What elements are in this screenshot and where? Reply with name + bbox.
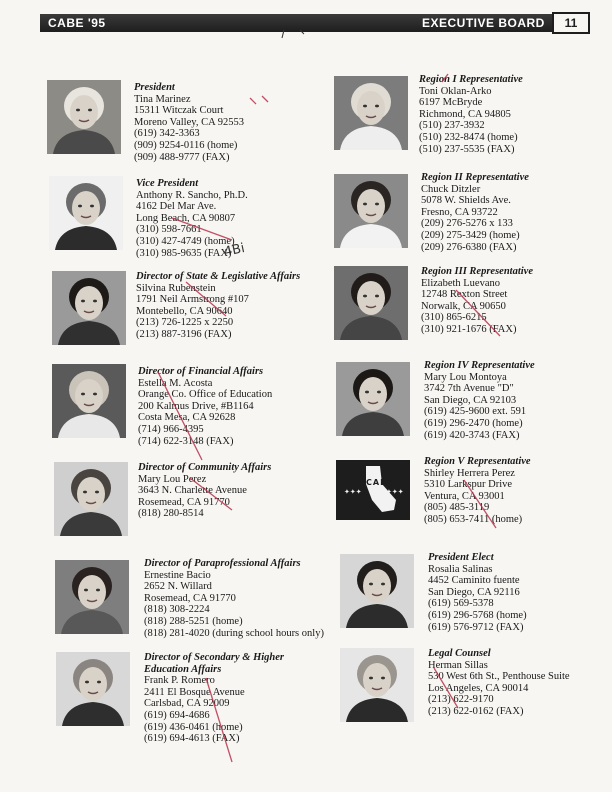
- contact-line: (619) 296-5768 (home): [428, 609, 527, 621]
- contact-line: 5310 Larkspur Drive: [424, 479, 513, 491]
- position-title: Vice President: [136, 178, 199, 189]
- section-title: EXECUTIVE BOARD: [422, 16, 545, 30]
- member-photo: [49, 176, 123, 250]
- position-title: Director of State & Legislative Affairs: [136, 271, 301, 282]
- member-contact-info: [421, 266, 533, 336]
- contact-line: (510) 232-8474 (home): [419, 131, 518, 143]
- cabe-logo-text: CABE: [366, 478, 394, 487]
- member-name: Estella M. Acosta: [138, 377, 213, 389]
- contact-line: (619) 296-2470 (home): [424, 417, 523, 429]
- contact-line: (619) 425-9600 ext. 591: [424, 406, 527, 418]
- contact-line: (805) 653-7411 (home): [424, 513, 523, 525]
- contact-line: (714) 622-3148 (FAX): [138, 435, 234, 447]
- contact-line: 4452 Caminito fuente: [428, 575, 520, 587]
- svg-text:✦✦✦: ✦✦✦: [386, 488, 404, 496]
- handwritten-note: 4Bi: [222, 241, 247, 260]
- member-photo: [340, 648, 414, 722]
- contact-line: (818) 288-5251 (home): [144, 615, 243, 627]
- member-name: Shirley Herrera Perez: [424, 467, 515, 479]
- member-photo: [334, 174, 408, 248]
- contact-line: (209) 276-6380 (FAX): [421, 241, 517, 253]
- member-contact-info: [428, 552, 527, 633]
- contact-line: Rosemead, CA 91770: [138, 496, 230, 508]
- contact-line: (310) 985-9635 (FAX): [136, 247, 232, 259]
- contact-line: 5078 W. Shields Ave.: [421, 195, 511, 207]
- member-photo: [336, 362, 410, 436]
- contact-line: (209) 275-3429 (home): [421, 229, 520, 241]
- member-contact-info: [419, 74, 523, 155]
- member-name: Ernestine Bacio: [144, 569, 211, 581]
- contact-line: (619) 576-9712 (FAX): [428, 621, 524, 633]
- position-title: President: [134, 82, 175, 93]
- contact-line: (213) 622-0162 (FAX): [428, 705, 524, 717]
- contact-line: (805) 485-3119: [424, 502, 490, 514]
- member-photo: [54, 462, 128, 536]
- contact-line: (619) 569-5378: [428, 598, 494, 610]
- position-title: Legal Counsel: [428, 648, 491, 659]
- member-photo: [55, 560, 129, 634]
- contact-line: Richmond, CA 94805: [419, 108, 511, 120]
- member-contact-info: [136, 178, 248, 259]
- contact-line: Norwalk, CA 90650: [421, 300, 506, 312]
- member-photo: [52, 271, 126, 345]
- member-name: Frank P. Romero: [144, 675, 215, 687]
- contact-line: 6197 McBryde: [419, 97, 483, 109]
- contact-line: San Diego, CA 92116: [428, 586, 520, 598]
- member-contact-info: [138, 366, 272, 447]
- contact-line: 530 West 6th St., Penthouse Suite: [428, 671, 570, 683]
- position-title: Director of Secondary & Higher Education Affairs: [144, 652, 284, 675]
- position-title: Region IV Representative: [424, 360, 535, 371]
- member-contact-info: [136, 271, 300, 341]
- member-photo: [334, 76, 408, 150]
- position-title: Region III Representative: [421, 266, 533, 277]
- member-photo: [334, 266, 408, 340]
- contact-line: (818) 308-2224: [144, 604, 210, 616]
- contact-line: 4162 Del Mar Ave.: [136, 201, 217, 213]
- member-name: Mary Lou Perez: [138, 473, 207, 485]
- svg-text:✦✦✦: ✦✦✦: [344, 488, 362, 496]
- contact-line: Carlsbad, CA 92009: [144, 698, 230, 710]
- contact-line: Long Beach, CA 90807: [136, 212, 236, 224]
- position-title: Director of Community Affairs: [138, 462, 272, 473]
- contact-line: (510) 237-5535 (FAX): [419, 143, 515, 155]
- member-name: Elizabeth Luevano: [421, 277, 501, 289]
- contact-line: (209) 276-5276 x 133: [421, 218, 513, 230]
- member-contact-info: [134, 82, 244, 163]
- member-contact-info: [144, 558, 324, 639]
- contact-line: (619) 694-4613 (FAX): [144, 733, 240, 745]
- contact-line: Ventura, CA 93001: [424, 490, 505, 502]
- position-title: Director of Financial Affairs: [138, 366, 264, 377]
- contact-line: 15311 Witczak Court: [134, 105, 224, 117]
- contact-line: (909) 488-9777 (FAX): [134, 151, 230, 163]
- contact-line: Rosemead, CA 91770: [144, 592, 236, 604]
- page-number: 11: [552, 12, 590, 34]
- contact-line: 3742 7th Avenue "D": [424, 383, 514, 395]
- contact-line: (818) 281-4020 (during school hours only): [144, 627, 324, 639]
- cabe-logo: [336, 460, 410, 520]
- contact-line: 200 Kalmus Drive, #B1164: [138, 400, 254, 412]
- publication-title: CABE '95: [48, 16, 106, 30]
- contact-line: 3643 N. Charlette Avenue: [138, 485, 247, 497]
- contact-line: Fresno, CA 93722: [421, 206, 498, 218]
- member-name: Anthony R. Sancho, Ph.D.: [136, 189, 248, 201]
- member-name: Tina Marinez: [134, 93, 191, 105]
- contact-line: (619) 436-0461 (home): [144, 721, 243, 733]
- member-photo: [47, 80, 121, 154]
- contact-line: (619) 342-3363: [134, 128, 200, 140]
- position-title: Director of Paraprofessional Affairs: [144, 558, 301, 569]
- position-title: Region V Representative: [424, 456, 531, 467]
- contact-line: San Diego, CA 92103: [424, 394, 517, 406]
- member-name: Herman Sillas: [428, 659, 488, 671]
- page-header: [40, 14, 590, 32]
- position-title: Region II Representative: [421, 172, 529, 183]
- contact-line: (714) 966-4395: [138, 423, 204, 435]
- contact-line: (310) 865-6215: [421, 312, 487, 324]
- contact-line: Orange Co. Office of Education: [138, 389, 273, 401]
- contact-line: 2652 N. Willard: [144, 581, 212, 593]
- contact-line: (818) 280-8514: [138, 508, 204, 520]
- position-title: President Elect: [428, 552, 494, 563]
- contact-line: Moreno Valley, CA 92553: [134, 116, 244, 128]
- contact-line: 1791 Neil Armstrong #107: [136, 294, 249, 306]
- contact-line: (213) 622-9170: [428, 694, 494, 706]
- member-name: Mary Lou Montoya: [424, 371, 507, 383]
- contact-line: (310) 921-1676 (FAX): [421, 323, 517, 335]
- contact-line: Costa Mesa, CA 92628: [138, 412, 236, 424]
- position-title: Region I Representative: [419, 74, 523, 85]
- member-photo: [52, 364, 126, 438]
- member-contact-info: [138, 462, 271, 520]
- member-contact-info: [144, 652, 294, 745]
- member-name: Chuck Ditzler: [421, 183, 481, 195]
- contact-line: (213) 726-1225 x 2250: [136, 317, 234, 329]
- member-contact-info: [424, 360, 535, 441]
- contact-line: (510) 237-3932: [419, 120, 485, 132]
- contact-line: (619) 694-4686: [144, 709, 210, 721]
- contact-line: 12748 Rexton Street: [421, 289, 508, 301]
- member-contact-info: [428, 648, 570, 718]
- contact-line: (310) 427-4749 (home): [136, 235, 235, 247]
- contact-line: 2411 El Bosque Avenue: [144, 686, 245, 698]
- contact-line: (310) 598-7661: [136, 224, 202, 236]
- contact-line: (909) 9254-0116 (home): [134, 139, 238, 151]
- member-contact-info: [424, 456, 531, 526]
- member-contact-info: [421, 172, 529, 253]
- contact-line: Montebello, CA 90640: [136, 305, 233, 317]
- contact-line: Los Angeles, CA 90014: [428, 682, 529, 694]
- member-photo: [340, 554, 414, 628]
- contact-line: (619) 420-3743 (FAX): [424, 429, 520, 441]
- california-map-icon: [336, 460, 410, 520]
- contact-line: (213) 887-3196 (FAX): [136, 328, 232, 340]
- member-name: Rosalia Salinas: [428, 563, 493, 575]
- member-photo: [56, 652, 130, 726]
- member-name: Toni Oklan-Arko: [419, 85, 492, 97]
- member-name: Silvina Rubenstein: [136, 282, 216, 294]
